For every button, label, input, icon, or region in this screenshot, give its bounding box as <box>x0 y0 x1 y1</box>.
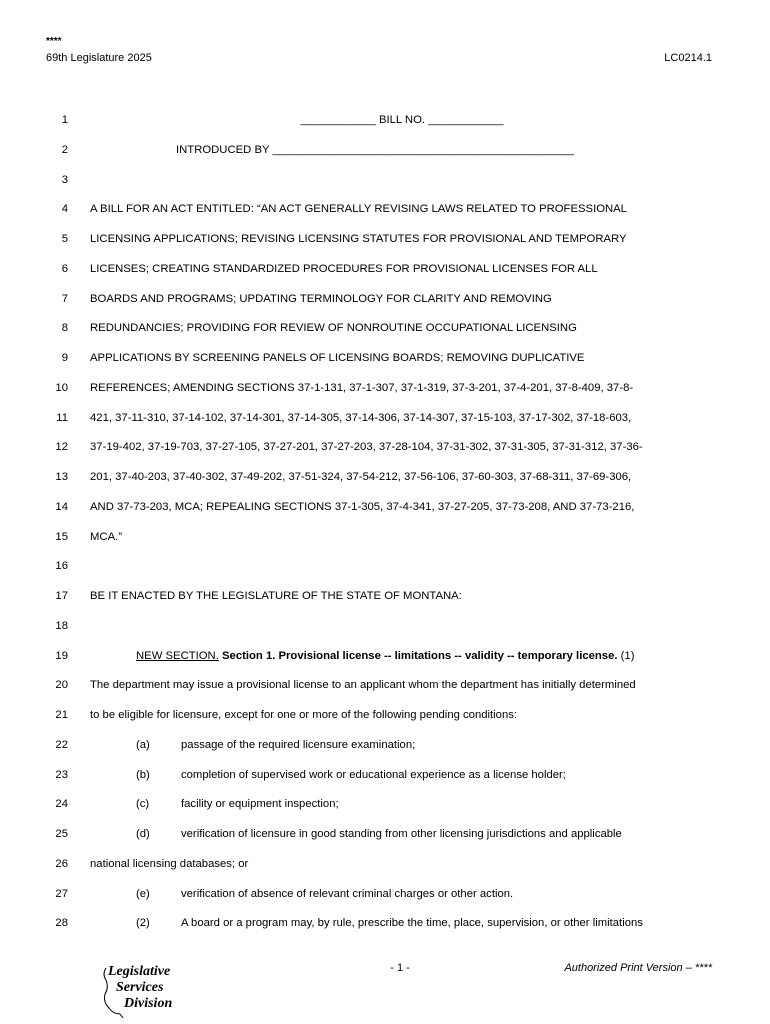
item-label: (b) <box>136 768 150 781</box>
line-number: 4 <box>61 203 68 216</box>
line-number: 22 <box>55 738 68 751</box>
bill-line <box>0 556 770 576</box>
bill-line <box>0 378 770 398</box>
item-label: (a) <box>136 738 150 751</box>
bill-line <box>0 259 770 279</box>
item-text: verification of licensure in good standing from other licensing jurisdictions and applicable <box>181 828 622 840</box>
bill-line <box>0 913 770 933</box>
item-label: (e) <box>136 887 150 900</box>
bill-number-line: ____________ BILL NO. ____________ <box>300 114 504 126</box>
line-number: 19 <box>55 649 68 662</box>
bill-line <box>0 854 770 874</box>
line-number: 6 <box>61 262 68 275</box>
item-label: (2) <box>136 917 150 930</box>
bill-line <box>0 140 770 160</box>
line-text: LICENSING APPLICATIONS; REVISING LICENSING STATUTES FOR PROVISIONAL AND TEMPORARY <box>90 233 627 245</box>
line-number: 11 <box>56 411 68 424</box>
bill-line <box>0 199 770 219</box>
bill-line <box>0 408 770 428</box>
line-number: 15 <box>55 530 68 543</box>
line-text: BE IT ENACTED BY THE LEGISLATURE OF THE STATE OF MONTANA: <box>90 590 462 602</box>
line-number: 10 <box>55 381 68 394</box>
line-number: 2 <box>61 143 68 156</box>
bill-line <box>0 765 770 785</box>
line-text: APPLICATIONS BY SCREENING PANELS OF LICENSING BOARDS; REMOVING DUPLICATIVE <box>90 352 585 364</box>
line-text: 201, 37-40-203, 37-40-302, 37-49-202, 37-51-324, 37-54-212, 37-56-106, 37-60-303, 37-68-311, 37-69-306, <box>90 471 632 483</box>
line-number: 12 <box>55 441 68 454</box>
line-number: 18 <box>55 619 68 632</box>
line-number: 28 <box>55 917 68 930</box>
line-text: LICENSES; CREATING STANDARDIZED PROCEDURES FOR PROVISIONAL LICENSES FOR ALL <box>90 262 598 275</box>
bill-line <box>0 289 770 309</box>
bill-line <box>0 824 770 844</box>
line-number: 24 <box>55 798 68 811</box>
line-number: 16 <box>55 560 68 573</box>
line-number: 14 <box>55 500 68 513</box>
line-number: 25 <box>55 828 68 840</box>
line-text: 37-19-402, 37-19-703, 37-27-105, 37-27-201, 37-27-203, 37-28-104, 37-31-302, 37-31-305, 37-31-312, 37-36- <box>90 441 643 454</box>
bill-line <box>0 467 770 487</box>
bill-line <box>0 675 770 695</box>
item-text: passage of the required licensure examination; <box>181 738 416 751</box>
line-number: 7 <box>61 292 68 305</box>
legislature-label: 69th Legislature 2025 <box>46 52 152 64</box>
bill-line <box>0 229 770 249</box>
item-text: A board or a program may, by rule, prescribe the time, place, supervision, or other limitations <box>181 917 643 930</box>
line-text: MCA.” <box>90 530 123 543</box>
bill-line <box>0 170 770 190</box>
logo-word-services: Services <box>116 980 164 995</box>
stars-marker: **** <box>46 36 62 47</box>
line-number: 13 <box>55 471 68 483</box>
bill-line <box>0 110 770 130</box>
lc-number: LC0214.1 <box>664 52 712 64</box>
bill-line <box>0 437 770 457</box>
bill-line <box>0 705 770 725</box>
bill-line <box>0 616 770 636</box>
line-number: 23 <box>55 768 68 781</box>
bill-line <box>0 794 770 814</box>
item-text: facility or equipment inspection; <box>181 798 339 811</box>
bill-line <box>0 586 770 606</box>
new-section-label: NEW SECTION. <box>136 649 219 662</box>
page-number: - 1 - <box>390 962 410 974</box>
section-title: Section 1. Provisional license -- limitations -- validity -- temporary license. <box>222 649 618 662</box>
bill-line <box>0 527 770 547</box>
logo-word-legislative: Legislative <box>108 964 171 979</box>
line-number: 20 <box>55 679 68 692</box>
line-number: 1 <box>61 114 68 126</box>
authorized-print-version: Authorized Print Version – **** <box>564 962 712 974</box>
line-number: 5 <box>61 233 68 245</box>
bill-line <box>0 318 770 338</box>
bill-line <box>0 646 770 666</box>
line-text: national licensing databases; or <box>90 857 249 870</box>
item-label: (c) <box>136 798 150 811</box>
subsection-number: (1) <box>617 649 635 662</box>
line-number: 8 <box>61 322 68 335</box>
legislative-services-division-logo <box>100 962 210 1020</box>
section-heading <box>136 646 714 666</box>
bill-line <box>0 497 770 517</box>
line-number: 26 <box>55 857 68 870</box>
line-text: AND 37-73-203, MCA; REPEALING SECTIONS 37-1-305, 37-4-341, 37-27-205, 37-73-208, AND 37-73-216, <box>90 500 635 513</box>
item-text: completion of supervised work or educational experience as a license holder; <box>181 768 566 781</box>
introduced-by-line: INTRODUCED BY ________________________________________________ <box>176 143 575 156</box>
logo-word-division: Division <box>124 996 173 1011</box>
item-text: verification of absence of relevant criminal charges or other action. <box>181 887 514 900</box>
line-text: REFERENCES; AMENDING SECTIONS 37-1-131, 37-1-307, 37-1-319, 37-3-201, 37-4-201, 37-8-409, 37-8- <box>90 381 634 394</box>
line-number: 9 <box>61 352 68 364</box>
line-text: A BILL FOR AN ACT ENTITLED: “AN ACT GENERALLY REVISING LAWS RELATED TO PROFESSIONAL <box>90 203 627 216</box>
bill-line <box>0 884 770 904</box>
line-text: REDUNDANCIES; PROVIDING FOR REVIEW OF NONROUTINE OCCUPATIONAL LICENSING <box>90 322 577 335</box>
line-number: 17 <box>55 590 68 602</box>
line-text: 421, 37-11-310, 37-14-102, 37-14-301, 37-14-305, 37-14-306, 37-14-307, 37-15-103, 37-17-302, 37-18-603, <box>90 411 632 424</box>
line-number: 21 <box>55 709 68 721</box>
line-text: to be eligible for licensure, except for one or more of the following pending conditions: <box>90 709 518 721</box>
bill-line <box>0 735 770 755</box>
line-text: BOARDS AND PROGRAMS; UPDATING TERMINOLOGY FOR CLARITY AND REMOVING <box>90 292 552 305</box>
bill-line <box>0 348 770 368</box>
line-number: 3 <box>61 173 68 186</box>
line-number: 27 <box>55 887 68 900</box>
line-text: The department may issue a provisional license to an applicant whom the department has initially determined <box>90 679 636 692</box>
item-label: (d) <box>136 828 150 840</box>
